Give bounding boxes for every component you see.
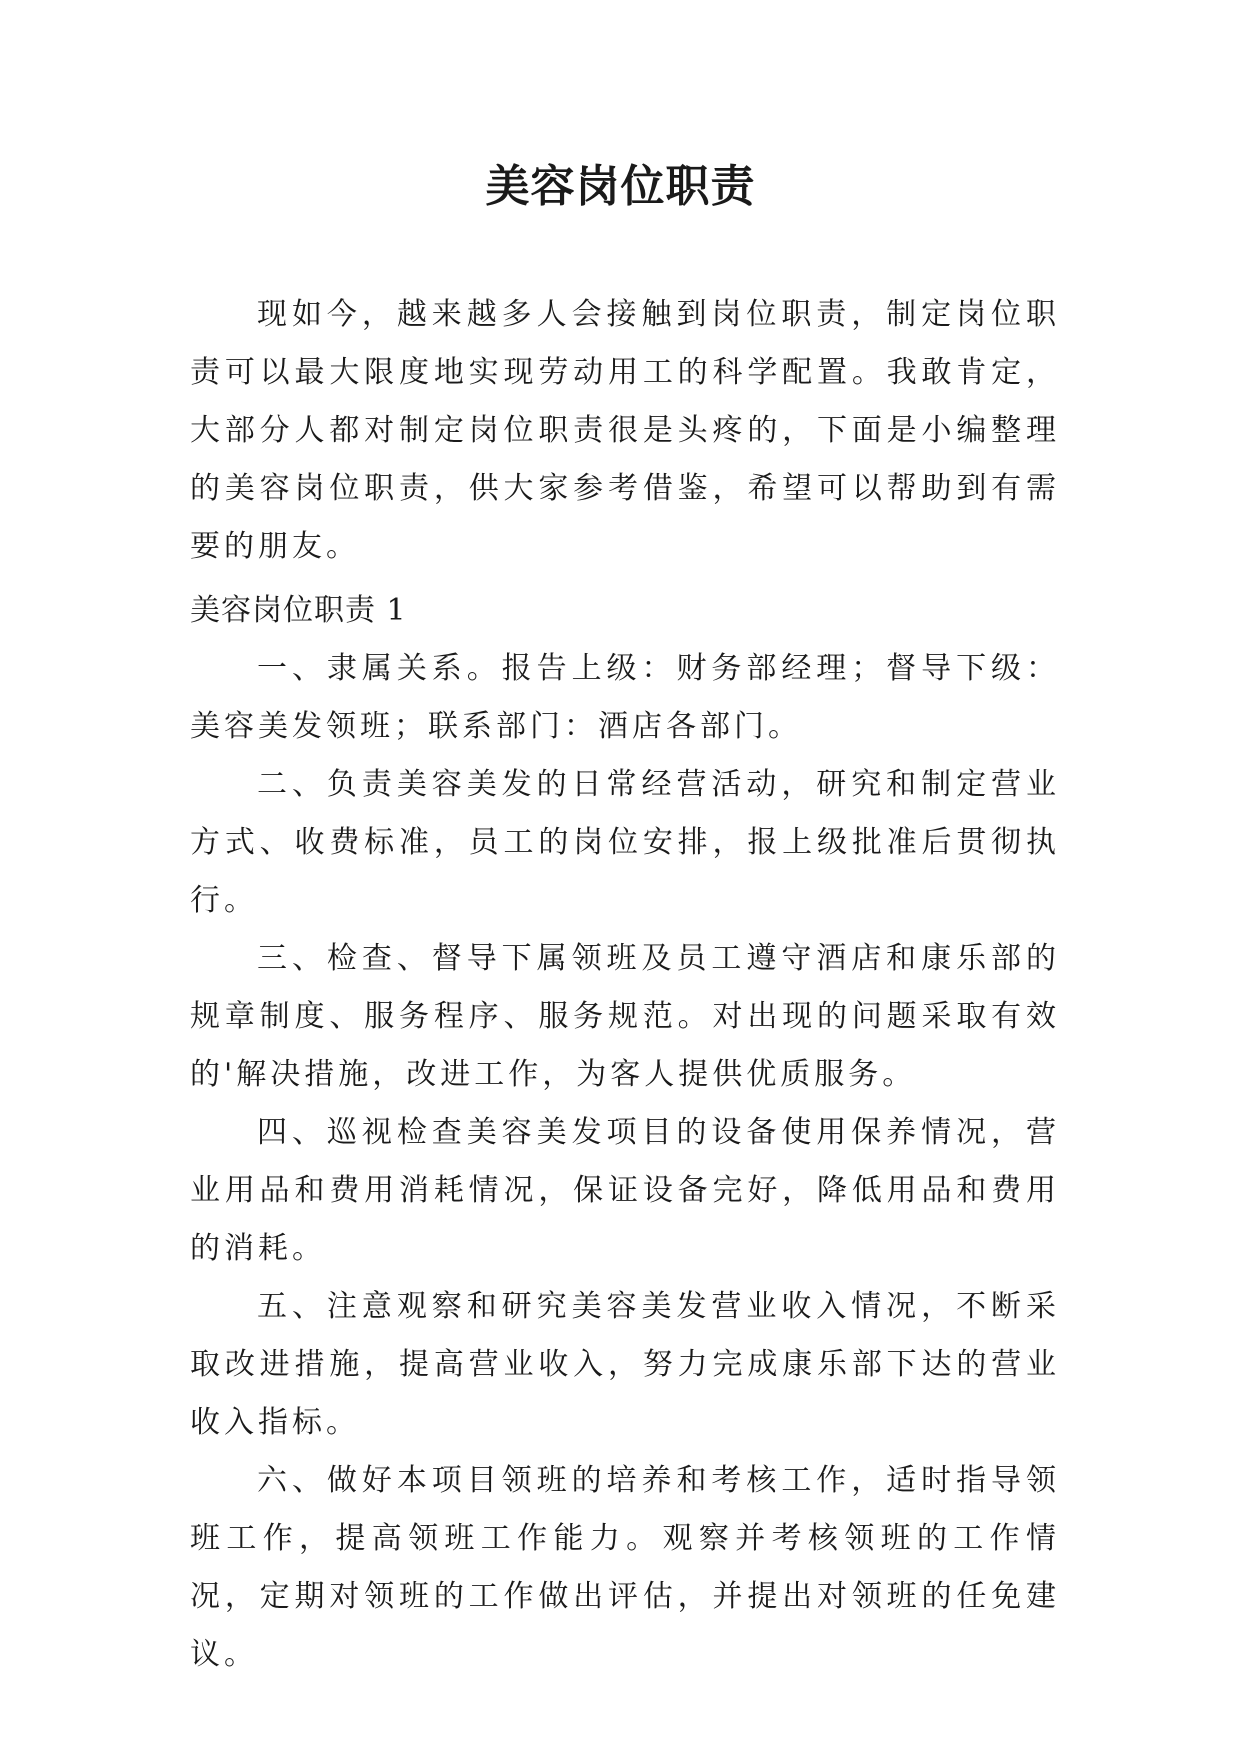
duty-item-6: 六、做好本项目领班的培养和考核工作，适时指导领班工作，提高领班工作能力。观察并考核领班的工作情况，定期对领班的工作做出评估，并提出对领班的任免建议。 (190, 1463, 1060, 1672)
document-title: 美容岗位职责 (485, 161, 756, 212)
duty-item-5: 五、注意观察和研究美容美发营业收入情况，不断采取改进措施，提高营业收入，努力完成康乐部下达的营业收入指标。 (190, 1289, 1060, 1440)
duty-section (190, 582, 1060, 1684)
duty-item-3: 三、检查、督导下属领班及员工遵守酒店和康乐部的规章制度、服务程序、服务规范。对出现的问题采取有效的'解决措施，改进工作，为客人提供优质服务。 (190, 941, 1060, 1092)
duty-item-4: 四、巡视检查美容美发项目的设备使用保养情况，营业用品和费用消耗情况，保证设备完好，降低用品和费用的消耗。 (190, 1115, 1060, 1266)
duty-item-2: 二、负责美容美发的日常经营活动，研究和制定营业方式、收费标准，员工的岗位安排，报上级批准后贯彻执行。 (190, 767, 1060, 918)
duty-item-1: 一、隶属关系。报告上级：财务部经理；督导下级：美容美发领班；联系部门：酒店各部门。 (190, 651, 1060, 744)
section-heading: 美容岗位职责 1 (190, 593, 407, 628)
intro-paragraph: 现如今，越来越多人会接触到岗位职责，制定岗位职责可以最大限度地实现劳动用工的科学配置。我敢肯定，大部分人都对制定岗位职责很是头疼的，下面是小编整理的美容岗位职责，供大家参考借鉴，希望可以帮助到有需要的朋友。 (190, 297, 1060, 564)
